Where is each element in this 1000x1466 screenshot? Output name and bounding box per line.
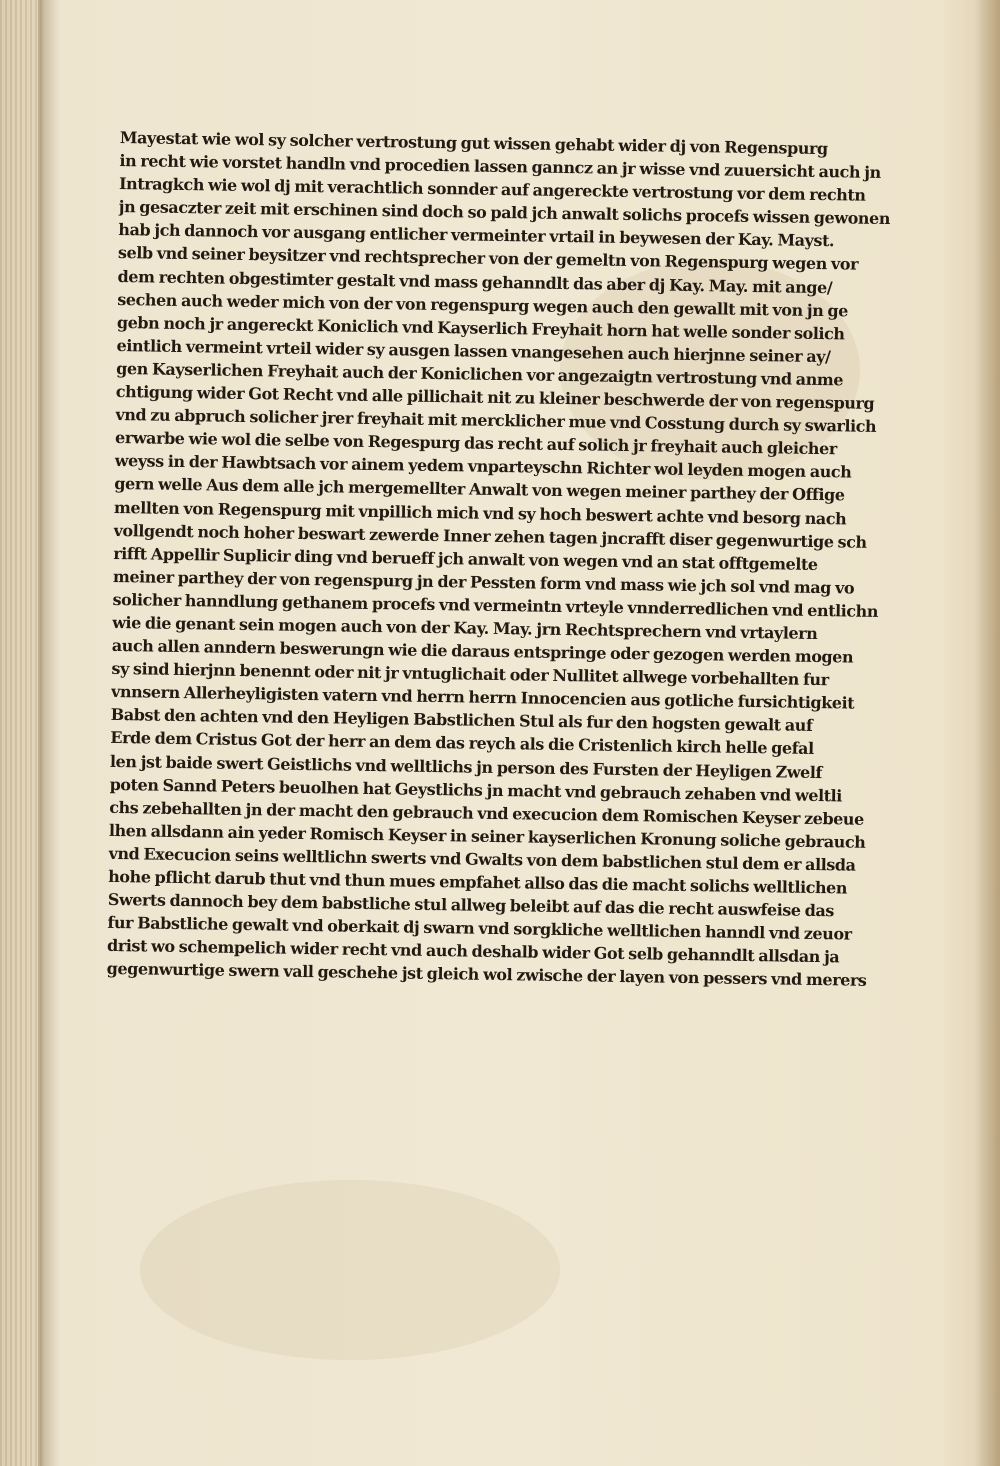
text-line: meiner parthey der von regenspurg jn der Pessten form vnd mass wie jch sol vnd mag vo [112,566,855,598]
text-line: gern welle Aus dem alle jch mergemellter Anwalt von wegen meiner parthey der Offige [114,474,845,505]
text-line: dem rechten obgestimter gestalt vnd mass gehanndlt das aber dj Kay. May. mit ange/ [117,266,833,297]
text-line: gegenwurtige swern vall geschehe jst gleich wol zwische der layen von pessers vnd merers [106,959,867,991]
text-line: eintlich vermeint vrteil wider sy ausgen lassen vnangesehen auch hierjnne seiner ay/ [116,335,831,367]
text-line: weyss in der Hawbtsach vor ainem yedem vnparteyschn Richter wol leyden mogen auch [114,451,852,482]
text-line: Erde dem Cristus Got der herr an dem das reych als die Cristenlich kirch helle gefal [110,728,814,759]
text-line: vnd zu abpruch solicher jrer freyhait mit mercklicher mue vnd Cosstung durch sy swarlich [115,405,877,437]
text-line: drist wo schempelich wider recht vnd auch deshalb wider Got selb gehanndlt allsdan ja [106,936,840,967]
text-line: fur Babstliche gewalt vnd oberkait dj swarn vnd sorgkliche welltlichen hanndl vnd zeuor [107,913,852,944]
text-line: chs zebehallten jn der macht den gebrauch vnd execucion dem Romischen Keyser zebeue [109,797,864,829]
text-line: gen Kayserlichen Freyhait auch der Koniclichen vor angezaigtn vertrostung vnd anme [116,358,844,390]
blackletter-text-block [107,126,910,993]
gutter-shadow [38,0,60,1466]
text-line: sechen auch weder mich von der von regenspurg wegen auch den gewallt mit von jn ge [117,289,849,321]
text-line: jn gesaczter zeit mit erschinen sind doch so pald jch anwalt solichs procefs wissen gewonen [118,197,891,229]
text-line: vnnsern Allerheyligisten vatern vnd herrn herrn Innocencien aus gotliche fursichtigkeit [110,682,855,713]
right-page-edge [974,0,1000,1466]
text-line: len jst baide swert Geistlichs vnd welltlichs jn person des Fursten der Heyligen Zwelf [109,751,823,782]
text-line: erwarbe wie wol die selbe von Regespurg das recht auf solich jr freyhait auch gleicher [114,428,837,459]
text-line: poten Sannd Peters beuolhen hat Geystlichs jn macht vnd gebrauch zehaben vnd weltli [109,774,843,806]
text-line: selb vnd seiner beysitzer vnd rechtsprecher von der gemeltn von Regenspurg wegen vor [117,243,859,275]
text-line: Babst den achten vnd den Heyligen Babstlichen Stul als fur den hogsten gewalt auf [110,705,813,736]
text-line: Swerts dannoch bey dem babstliche stul allweg beleibt auf das die recht auswfeise das [107,889,835,921]
text-line: solicher hanndlung gethanem procefs vnd vermeintn vrteyle vnnderredlichen vnd entlichn [112,589,879,621]
text-line: chtigung wider Got Recht vnd alle pillichait nit zu kleiner beschwerde der von regenspurg [115,381,875,413]
text-line: mellten von Regenspurg mit vnpillich mich vnd sy hoch beswert achte vnd besorg nach [113,497,847,528]
text-line: vollgendt noch hoher beswart zewerde Inner zehen tagen jncrafft diser gegenwurtige sch [113,520,867,552]
text-line: sy sind hierjnn benennt oder nit jr vntuglichait oder Nullitet allwege vorbehallten fur [111,659,829,690]
text-line: hab jch dannoch vor ausgang entlicher vermeinter vrtail in beywesen der Kay. Mayst. [118,220,835,251]
text-line: gebn noch jr angereckt Koniclich vnd Kayserlich Freyhait horn hat welle sonder solich [116,312,845,344]
text-line: Mayestat wie wol sy solcher vertrostung gut wissen gehabt wider dj von Regenspurg [119,127,828,159]
text-line: hohe pflicht darub thut vnd thun mues empfahet allso das die macht solichs welltlichen [108,866,848,898]
text-line: wie die genant sein mogen auch von der Kay. May. jrn Rechtsprechern vnd vrtaylern [112,612,818,643]
text-line: Intragkch wie wol dj mit verachtlich sonnder auf angereckte vertrostung vor dem rechtn [118,174,866,205]
text-line: auch allen anndern beswerungn wie die daraus entspringe oder gezogen werden mogen [111,635,854,667]
text-line: lhen allsdann ain yeder Romisch Keyser in seiner kayserlichen Kronung soliche gebrauch [108,820,866,852]
text-line: in recht wie vorstet handln vnd procedien lassen ganncz an jr wisse vnd zuuersicht auch jn [119,151,881,183]
text-line: vnd Execucion seins welltlichn swerts vnd Gwalts von dem babstlichen stul dem er allsda [108,843,856,875]
text-line: rifft Appellir Suplicir ding vnd berueff jch anwalt von wegen vnd an stat offtgemelte [113,543,818,574]
paper-stain [140,1180,560,1360]
